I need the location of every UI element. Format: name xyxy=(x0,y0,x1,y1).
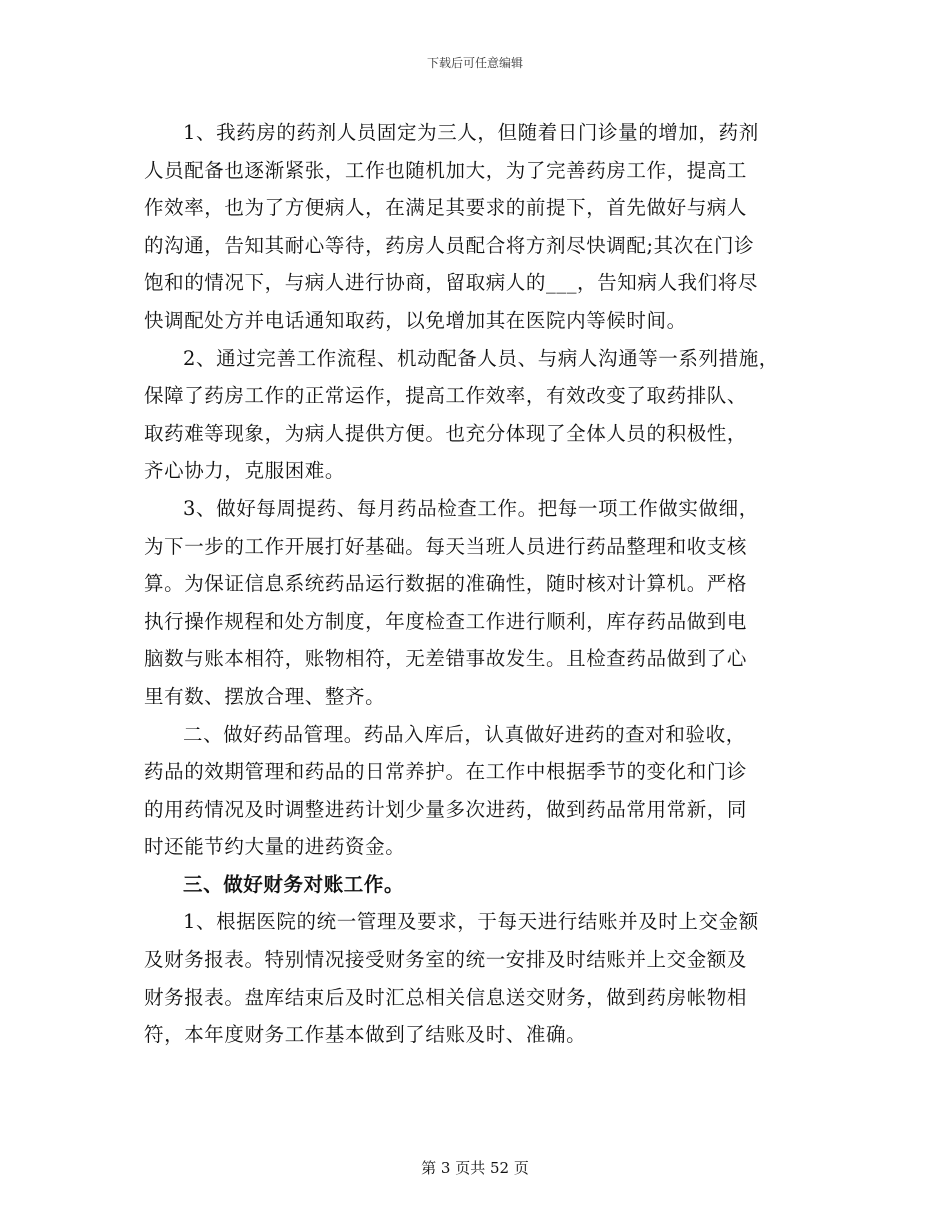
text-line: 的沟通，告知其耐心等待，药房人员配合将方剂尽快调配;其次在门诊 xyxy=(144,233,755,257)
text-line: 取药难等现象，为病人提供方便。也充分体现了全体人员的积极性， xyxy=(144,421,748,445)
text-line: 符，本年度财务工作基本做到了结账及时、准确。 xyxy=(144,1023,587,1047)
text-line: 执行操作规程和处方制度，年度检查工作进行顺利，库存药品做到电 xyxy=(144,609,748,633)
text-line: 的用药情况及时调整进药计划少量多次进药，做到药品常用常新，同 xyxy=(144,797,748,821)
text-line: 2、通过完善工作流程、机动配备人员、与病人沟通等一系列措施， xyxy=(183,346,779,370)
text-line: 药品的效期管理和药品的日常养护。在工作中根据季节的变化和门诊 xyxy=(144,760,748,784)
text-line: 1、我药房的药剂人员固定为三人，但随着日门诊量的增加，药剂 xyxy=(183,121,759,144)
text-line: 作效率，也为了方便病人，在满足其要求的前提下，首先做好与病人 xyxy=(144,196,748,220)
page-footer: 第 3 页共 52 页 xyxy=(421,1159,529,1177)
text-line: 饱和的情况下，与病人进行协商，留取病人的___，告知病人我们将尽 xyxy=(144,271,758,295)
text-line: 快调配处方并电话通知取药，以免增加其在医院内等候时间。 xyxy=(144,308,687,332)
text-line: 及财务报表。特别情况接受财务室的统一安排及时结账并上交金额及 xyxy=(144,948,748,972)
text-line: 齐心协力，克服困难。 xyxy=(144,459,346,483)
text-line: 时还能节约大量的进药资金。 xyxy=(144,835,406,859)
text-line: 里有数、摆放合理、整齐。 xyxy=(144,684,386,708)
text-line: 算。为保证信息系统药品运行数据的准确性，随时核对计算机。严格 xyxy=(144,572,748,596)
text-line: 为下一步的工作开展打好基础。每天当班人员进行药品整理和收支核 xyxy=(144,534,748,558)
page-header: 下载后可任意编辑 xyxy=(426,56,523,70)
document-body xyxy=(144,114,809,1054)
text-line: 人员配备也逐渐紧张，工作也随机加大，为了完善药房工作，提高工 xyxy=(144,158,748,182)
text-line: 1、根据医院的统一管理及要求，于每天进行结账并及时上交金额 xyxy=(183,910,759,934)
text-line: 3、做好每周提药、每月药品检查工作。把每一项工作做实做细， xyxy=(183,496,759,520)
text-line: 脑数与账本相符，账物相符，无差错事故发生。且检查药品做到了心 xyxy=(144,647,748,671)
text-line: 保障了药房工作的正常运作，提高工作效率，有效改变了取药排队、 xyxy=(144,384,748,408)
text-line: 财务报表。盘库结束后及时汇总相关信息送交财务，做到药房帐物相 xyxy=(144,985,748,1009)
section-heading: 三、做好财务对账工作。 xyxy=(183,872,405,896)
text-line: 二、做好药品管理。药品入库后，认真做好进药的查对和验收， xyxy=(183,722,746,746)
